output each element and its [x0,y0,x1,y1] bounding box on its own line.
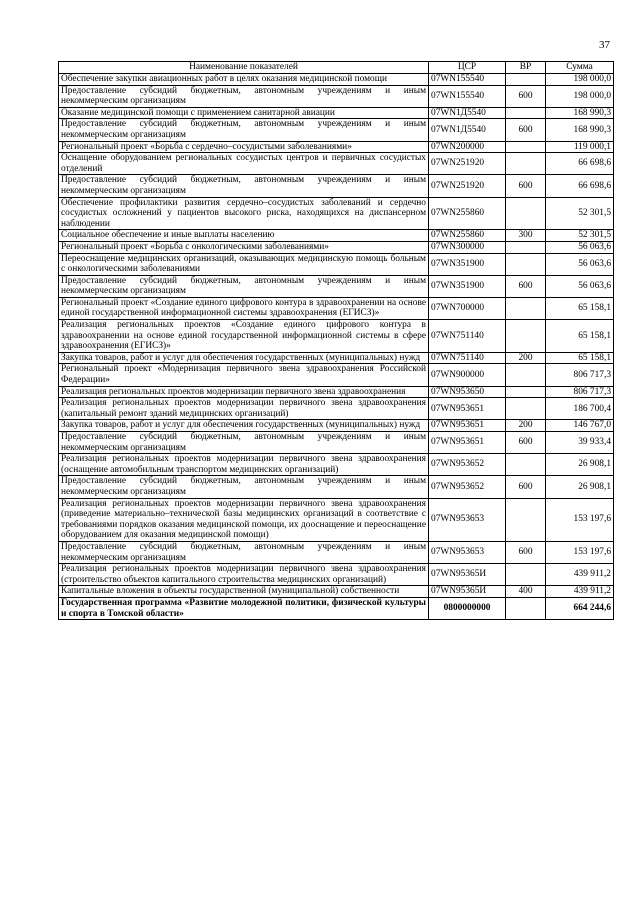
header-name: Наименование показателей [59,62,429,74]
row-sum: 806 717,3 [546,364,614,386]
table-row [59,119,614,141]
row-vr: 600 [506,119,546,141]
table-row [59,253,614,275]
row-csr: 07WN953651 [429,398,506,420]
row-vr [506,364,546,386]
row-sum: 119 000,1 [546,141,614,153]
row-csr: 07WN751140 [429,320,506,353]
row-name: Оказание медицинской помощи с применением санитарной авиации [59,107,429,119]
row-name: Реализация региональных проектов модернизации первичного звена здравоохранения (приведение материально–технической базы медицинских организаций в соответствие с требованиями порядков оказания медицинской помощи, их дооснащение и переоснащение оборудованием для оказания медицинской помощи) [59,498,429,541]
row-csr: 07WN155540 [429,85,506,107]
table-row [59,586,614,598]
table-row [59,420,614,432]
table-row [59,398,614,420]
row-csr: 07WN251920 [429,153,506,175]
row-sum: 439 911,2 [546,564,614,586]
row-csr: 07WN700000 [429,297,506,319]
table-row [59,197,614,230]
row-vr [506,141,546,153]
row-name: Реализация региональных проектов модернизации первичного звена здравоохранения (оснащение автомобильным транспортом медицинских организаций) [59,454,429,476]
row-sum: 26 908,1 [546,454,614,476]
row-csr: 07WN1Д5540 [429,119,506,141]
header-sum: Сумма [546,62,614,74]
table-row [59,364,614,386]
row-sum: 56 063,6 [546,253,614,275]
row-csr: 07WN953653 [429,498,506,541]
table-row [59,454,614,476]
row-csr: 07WN255860 [429,230,506,242]
row-vr [506,253,546,275]
row-vr [506,197,546,230]
row-csr: 07WN1Д5540 [429,107,506,119]
table-row [59,386,614,398]
row-sum: 198 000,0 [546,85,614,107]
row-csr: 07WN95365И [429,564,506,586]
row-sum: 806 717,3 [546,386,614,398]
row-vr [506,597,546,619]
row-csr: 07WN953652 [429,476,506,498]
row-name: Региональный проект «Создание единого цифрового контура в здравоохранении на основе единой государственной информационной системы здравоохранения (ЕГИСЗ)» [59,297,429,319]
table-row [59,352,614,364]
row-vr: 600 [506,175,546,197]
table-row [59,432,614,454]
row-sum: 65 158,1 [546,320,614,353]
row-csr: 07WN751140 [429,352,506,364]
row-name: Региональный проект «Модернизация первичного звена здравоохранения Российской Федерации» [59,364,429,386]
row-vr: 600 [506,541,546,563]
row-sum: 168 990,3 [546,107,614,119]
row-vr [506,454,546,476]
row-name: Реализация региональных проектов модернизации первичного звена здравоохранения (капитальный ремонт зданий медицинских организаций) [59,398,429,420]
row-csr: 07WN95365И [429,586,506,598]
row-csr: 07WN900000 [429,364,506,386]
row-name: Оснащение оборудованием региональных сосудистых центров и первичных сосудистых отделений [59,153,429,175]
row-csr: 07WN351900 [429,275,506,297]
row-vr: 300 [506,230,546,242]
row-vr: 600 [506,432,546,454]
row-name: Капитальные вложения в объекты государственной (муниципальной) собственности [59,586,429,598]
table-row [59,85,614,107]
row-vr [506,153,546,175]
table-row [59,564,614,586]
row-sum: 198 000,0 [546,74,614,86]
budget-table [58,61,614,620]
row-csr: 07WN351900 [429,253,506,275]
row-name: Реализация региональных проектов модернизации первичного звена здравоохранения (строительство объектов капитального строительства медицинских организаций) [59,564,429,586]
row-name: Реализация региональных проектов модернизации первичного звена здравоохранения [59,386,429,398]
row-sum: 153 197,6 [546,541,614,563]
row-name: Предоставление субсидий бюджетным, автономным учреждениям и иным некоммерческим организациям [59,119,429,141]
row-sum: 66 698,6 [546,153,614,175]
row-name: Предоставление субсидий бюджетным, автономным учреждениям и иным некоммерческим организациям [59,541,429,563]
row-sum: 66 698,6 [546,175,614,197]
table-row [59,230,614,242]
row-csr: 07WN255860 [429,197,506,230]
row-sum: 168 990,3 [546,119,614,141]
table-row [59,320,614,353]
row-vr [506,74,546,86]
header-vr: ВР [506,62,546,74]
row-sum: 39 933,4 [546,432,614,454]
row-vr: 600 [506,275,546,297]
page-number: 37 [599,39,610,51]
row-name: Государственная программа «Развитие молодежной политики, физической культуры и спорта в Томской области» [59,597,429,619]
table-row [59,107,614,119]
table-row [59,74,614,86]
row-sum: 26 908,1 [546,476,614,498]
table-row [59,597,614,619]
row-sum: 664 244,6 [546,597,614,619]
row-name: Обеспечение закупки авиационных работ в целях оказания медицинской помощи [59,74,429,86]
row-sum: 56 063,6 [546,275,614,297]
row-vr [506,564,546,586]
header-csr: ЦСР [429,62,506,74]
row-name: Предоставление субсидий бюджетным, автономным учреждениям и иным некоммерческим организациям [59,275,429,297]
row-sum: 439 911,2 [546,586,614,598]
row-name: Предоставление субсидий бюджетным, автономным учреждениям и иным некоммерческим организациям [59,432,429,454]
row-sum: 146 767,0 [546,420,614,432]
row-sum: 52 301,5 [546,230,614,242]
table-row [59,175,614,197]
row-name: Переоснащение медицинских организаций, оказывающих медицинскую помощь больным с онкологическими заболеваниями [59,253,429,275]
row-sum: 52 301,5 [546,197,614,230]
row-name: Региональный проект «Борьба с сердечно–сосудистыми заболеваниями» [59,141,429,153]
row-vr [506,297,546,319]
row-vr: 600 [506,85,546,107]
row-name: Закупка товаров, работ и услуг для обеспечения государственных (муниципальных) нужд [59,352,429,364]
row-name: Предоставление субсидий бюджетным, автономным учреждениям и иным некоммерческим организациям [59,175,429,197]
row-vr [506,386,546,398]
table-row [59,241,614,253]
table-row [59,141,614,153]
row-csr: 07WN953650 [429,386,506,398]
table-row [59,153,614,175]
row-vr: 200 [506,352,546,364]
row-sum: 65 158,1 [546,297,614,319]
table-row [59,275,614,297]
row-name: Региональный проект «Борьба с онкологическими заболеваниями» [59,241,429,253]
row-csr: 07WN251920 [429,175,506,197]
row-vr [506,320,546,353]
row-sum: 65 158,1 [546,352,614,364]
row-csr: 07WN953651 [429,432,506,454]
row-vr [506,498,546,541]
row-vr [506,398,546,420]
table-row [59,476,614,498]
table-row [59,498,614,541]
row-csr: 07WN200000 [429,141,506,153]
row-csr: 07WN155540 [429,74,506,86]
table-header-row [59,62,614,74]
row-csr: 07WN300000 [429,241,506,253]
row-csr: 07WN953653 [429,541,506,563]
row-sum: 186 700,4 [546,398,614,420]
table-row [59,541,614,563]
row-vr: 400 [506,586,546,598]
table-row [59,297,614,319]
row-csr: 07WN953651 [429,420,506,432]
row-name: Закупка товаров, работ и услуг для обеспечения государственных (муниципальных) нужд [59,420,429,432]
row-sum: 153 197,6 [546,498,614,541]
row-name: Социальное обеспечение и иные выплаты населению [59,230,429,242]
table-body [59,74,614,620]
row-vr: 600 [506,476,546,498]
row-name: Предоставление субсидий бюджетным, автономным учреждениям и иным некоммерческим организациям [59,476,429,498]
row-name: Предоставление субсидий бюджетным, автономным учреждениям и иным некоммерческим организациям [59,85,429,107]
row-sum: 56 063,6 [546,241,614,253]
row-csr: 0800000000 [429,597,506,619]
row-vr [506,107,546,119]
row-csr: 07WN953652 [429,454,506,476]
row-name: Обеспечение профилактики развития сердечно–сосудистых заболеваний и сердечно сосудистых осложнений у пациентов высокого риска, находящихся на диспансерном наблюдении [59,197,429,230]
row-vr [506,241,546,253]
row-name: Реализация региональных проектов «Создание единого цифрового контура в здравоохранении на основе единой государственной информационной системы в сфере здравоохранения (ЕГИСЗ)» [59,320,429,353]
row-vr: 200 [506,420,546,432]
